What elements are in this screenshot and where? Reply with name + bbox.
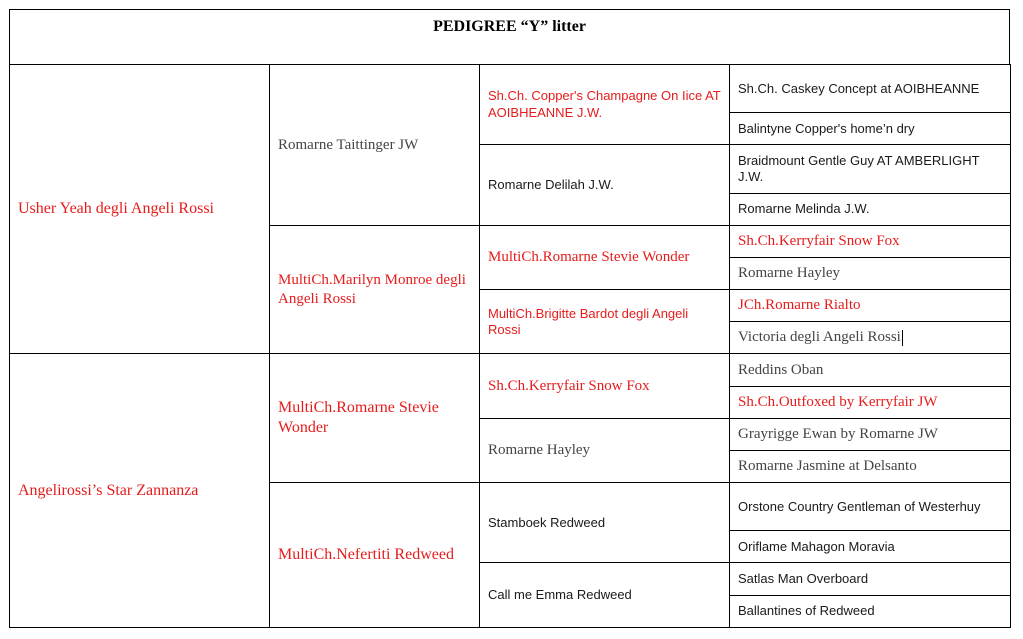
dam-dam-sire-cell[interactable] [480,483,730,563]
sire-dam-dam-name: MultiCh.Brigitte Bardot degli Angeli Rossi [488,305,689,337]
pedigree-table [9,64,1011,628]
table-row [10,354,1011,386]
gen4-cell-14[interactable] [730,531,1011,563]
gen4-name-8: Victoria degli Angeli Rossi [738,329,901,346]
gen4-cell-2[interactable] [730,113,1011,145]
gen4-name-6: Romarne Hayley [738,265,841,282]
dam-dam-dam-name: Call me Emma Redweed [488,587,632,603]
dam-cell[interactable] [10,354,270,628]
gen4-name-4: Romarne Melinda J.W. [738,201,870,217]
dam-dam-dam-cell[interactable] [480,563,730,628]
sire-dam-sire-cell[interactable] [480,225,730,289]
gen4-cell-9[interactable] [730,354,1011,386]
gen4-cell-6[interactable] [730,257,1011,289]
gen4-name-14: Oriflame Mahagon Moravia [738,538,895,554]
gen4-cell-5[interactable] [730,225,1011,257]
sire-sire-dam-cell[interactable] [480,145,730,225]
gen4-name-1: Sh.Ch. Caskey Concept at AOIBHEANNE [738,80,980,96]
dam-sire-dam-cell[interactable] [480,418,730,482]
gen4-cell-13[interactable] [730,483,1011,531]
gen4-cell-3[interactable] [730,145,1011,193]
gen4-name-10: Sh.Ch.Outfoxed by Kerryfair JW [738,393,938,410]
gen4-cell-15[interactable] [730,563,1011,595]
dam-sire-dam-name: Romarne Hayley [488,442,591,459]
dam-dam-name: MultiCh.Nefertiti Redweed [278,546,454,564]
sire-dam-sire-name: MultiCh.Romarne Stevie Wonder [488,249,690,266]
dam-sire-cell[interactable] [270,354,480,483]
dam-dam-cell[interactable] [270,483,480,628]
sire-cell[interactable] [10,65,270,354]
gen4-name-2: Balintyne Copper's home’n dry [738,120,915,136]
sire-dam-dam-cell[interactable] [480,290,730,354]
gen4-name-11: Grayrigge Ewan by Romarne JW [738,425,938,442]
gen4-name-16: Ballantines of Redweed [738,603,875,619]
sire-sire-sire-cell[interactable] [480,65,730,145]
sire-sire-name: Romarne Taittinger JW [278,136,419,153]
sire-name: Usher Yeah degli Angeli Rossi [18,200,214,218]
pedigree-title-text: PEDIGREE “Y” litter [433,18,586,35]
dam-name: Angelirossi’s Star Zannanza [18,481,199,499]
sire-dam-cell[interactable] [270,225,480,354]
dam-sire-sire-name: Sh.Ch.Kerryfair Snow Fox [488,377,650,394]
sire-sire-sire-name: Sh.Ch. Copper's Champagne On Iice AT AOIBHEANNE J.W. [488,88,721,120]
gen4-name-3: Braidmount Gentle Guy AT AMBERLIGHT J.W. [738,152,980,185]
sire-sire-cell[interactable] [270,65,480,226]
gen4-name-15: Satlas Man Overboard [738,570,869,586]
dam-sire-sire-cell[interactable] [480,354,730,418]
gen4-name-9: Reddins Oban [738,361,824,378]
dam-dam-sire-name: Stamboek Redweed [488,514,606,530]
gen4-name-13: Orstone Country Gentleman of Westerhuy [738,498,981,514]
gen4-cell-12[interactable] [730,450,1011,482]
pedigree-title [9,9,1010,65]
sire-sire-dam-name: Romarne Delilah J.W. [488,176,614,192]
gen4-name-12: Romarne Jasmine at Delsanto [738,458,917,475]
gen4-cell-7[interactable] [730,290,1011,322]
text-cursor [902,330,903,346]
dam-sire-name: MultiCh.Romarne Stevie Wonder [278,399,439,437]
gen4-cell-1[interactable] [730,65,1011,113]
gen4-name-7: JCh.Romarne Rialto [738,297,861,314]
sire-dam-name: MultiCh.Marilyn Monroe degli Angeli Rossi [278,271,466,307]
gen4-cell-10[interactable] [730,386,1011,418]
table-row [10,65,1011,113]
gen4-cell-16[interactable] [730,595,1011,627]
gen4-cell-11[interactable] [730,418,1011,450]
gen4-cell-8[interactable] [730,322,1011,354]
gen4-cell-4[interactable] [730,193,1011,225]
gen4-name-5: Sh.Ch.Kerryfair Snow Fox [738,233,900,250]
